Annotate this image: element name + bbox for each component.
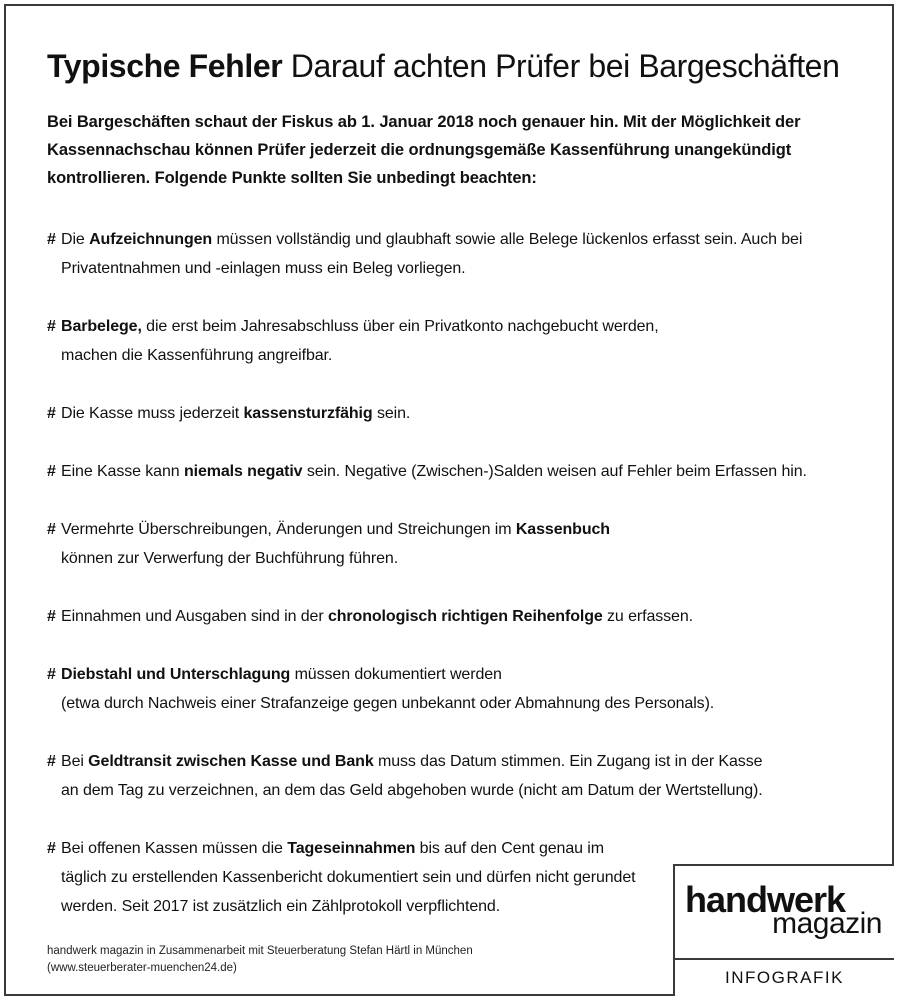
point-text: Bei bbox=[61, 753, 89, 770]
point-keyword: Kassenbuch bbox=[515, 521, 610, 538]
point-text: müssen dokumentiert werden bbox=[290, 666, 502, 683]
logo-word-handwerk: handwerk bbox=[685, 879, 846, 920]
list-item bbox=[47, 747, 857, 805]
hash-bullet: # bbox=[47, 231, 56, 248]
hash-bullet: # bbox=[47, 405, 56, 422]
brand-logo bbox=[675, 866, 894, 958]
point-text: muss das Datum stimmen. Ein Zugang ist in der Kasse bbox=[373, 753, 763, 770]
point-keyword: Barbelege, bbox=[61, 318, 142, 335]
point-text: zu erfassen. bbox=[602, 608, 693, 625]
source-footnote bbox=[47, 943, 473, 977]
infografik-label: INFOGRAFIK bbox=[725, 968, 844, 987]
point-text: Die Kasse muss jederzeit bbox=[61, 405, 244, 422]
footnote-url: (www.steuerberater-muenchen24.de) bbox=[47, 962, 237, 974]
point-text: Privatentnahmen und -einlagen muss ein Beleg vorliegen. bbox=[61, 260, 466, 277]
point-text: bis auf den Cent genau im bbox=[415, 840, 604, 857]
title-bold: Typische Fehler bbox=[47, 48, 283, 84]
list-item bbox=[47, 399, 857, 428]
point-keyword: chronologisch richtigen Reihenfolge bbox=[327, 608, 603, 625]
point-text: die erst beim Jahresabschluss über ein Privatkonto nachgebucht werden, bbox=[141, 318, 659, 335]
list-item bbox=[47, 602, 857, 631]
point-text: Eine Kasse kann bbox=[61, 463, 184, 480]
point-text: werden. Seit 2017 ist zusätzlich ein Zählprotokoll verpflichtend. bbox=[61, 898, 501, 915]
hash-bullet: # bbox=[47, 521, 56, 538]
list-item bbox=[47, 312, 857, 370]
point-text: sein. Negative (Zwischen-)Salden weisen auf Fehler beim Erfassen hin. bbox=[302, 463, 807, 480]
points-list bbox=[47, 225, 857, 921]
logo-word-magazin: magazin bbox=[772, 907, 882, 940]
list-item bbox=[47, 660, 857, 718]
point-text: täglich zu erstellenden Kassenbericht dokumentiert sein und dürfen nicht gerundet bbox=[61, 869, 636, 886]
page-title bbox=[47, 46, 857, 86]
title-subtitle: Darauf achten Prüfer bei Bargeschäften bbox=[290, 48, 840, 84]
point-keyword: kassensturzfähig bbox=[243, 405, 373, 422]
point-keyword: Diebstahl und Unterschlagung bbox=[61, 666, 291, 683]
point-text: Die bbox=[61, 231, 90, 248]
brand-logo-box bbox=[673, 864, 894, 996]
point-text: Bei offenen Kassen müssen die bbox=[61, 840, 288, 857]
list-item bbox=[47, 515, 857, 573]
main-content bbox=[47, 46, 857, 950]
hash-bullet: # bbox=[47, 840, 56, 857]
hash-bullet: # bbox=[47, 608, 56, 625]
point-text: (etwa durch Nachweis einer Strafanzeige gegen unbekannt oder Abmahnung des Personals). bbox=[61, 695, 715, 712]
footnote-line: handwerk magazin in Zusammenarbeit mit Steuerberatung Stefan Härtl in München bbox=[47, 945, 473, 957]
hash-bullet: # bbox=[47, 463, 56, 480]
point-text: an dem Tag zu verzeichnen, an dem das Geld abgehoben wurde (nicht am Datum der Wertstellung). bbox=[61, 782, 763, 799]
list-item bbox=[47, 457, 857, 486]
point-text: Vermehrte Überschreibungen, Änderungen und Streichungen im bbox=[61, 521, 516, 538]
point-text: können zur Verwerfung der Buchführung führen. bbox=[61, 550, 399, 567]
point-keyword: Geldtransit zwischen Kasse und Bank bbox=[88, 753, 374, 770]
intro-text: Bei Bargeschäften schaut der Fiskus ab 1. Januar 2018 noch genauer hin. Mit der Möglichkeit der Kassennachschau können Prüfer jederzeit die ordnungsgemäße Kassenführung unangekündigt kontrollieren. Folgende Punkte sollten Sie unbedingt beachten: bbox=[47, 113, 801, 187]
hash-bullet: # bbox=[47, 753, 56, 770]
point-text: müssen vollständig und glaubhaft sowie alle Belege lückenlos erfasst sein. Auch bei bbox=[212, 231, 803, 248]
point-text: Einnahmen und Ausgaben sind in der bbox=[61, 608, 328, 625]
point-text: machen die Kassenführung angreifbar. bbox=[61, 347, 333, 364]
list-item bbox=[47, 225, 857, 283]
point-keyword: Tageseinnahmen bbox=[287, 840, 416, 857]
hash-bullet: # bbox=[47, 318, 56, 335]
hash-bullet: # bbox=[47, 666, 56, 683]
point-keyword: niemals negativ bbox=[183, 463, 303, 480]
point-keyword: Aufzeichnungen bbox=[89, 231, 213, 248]
point-text: sein. bbox=[372, 405, 411, 422]
